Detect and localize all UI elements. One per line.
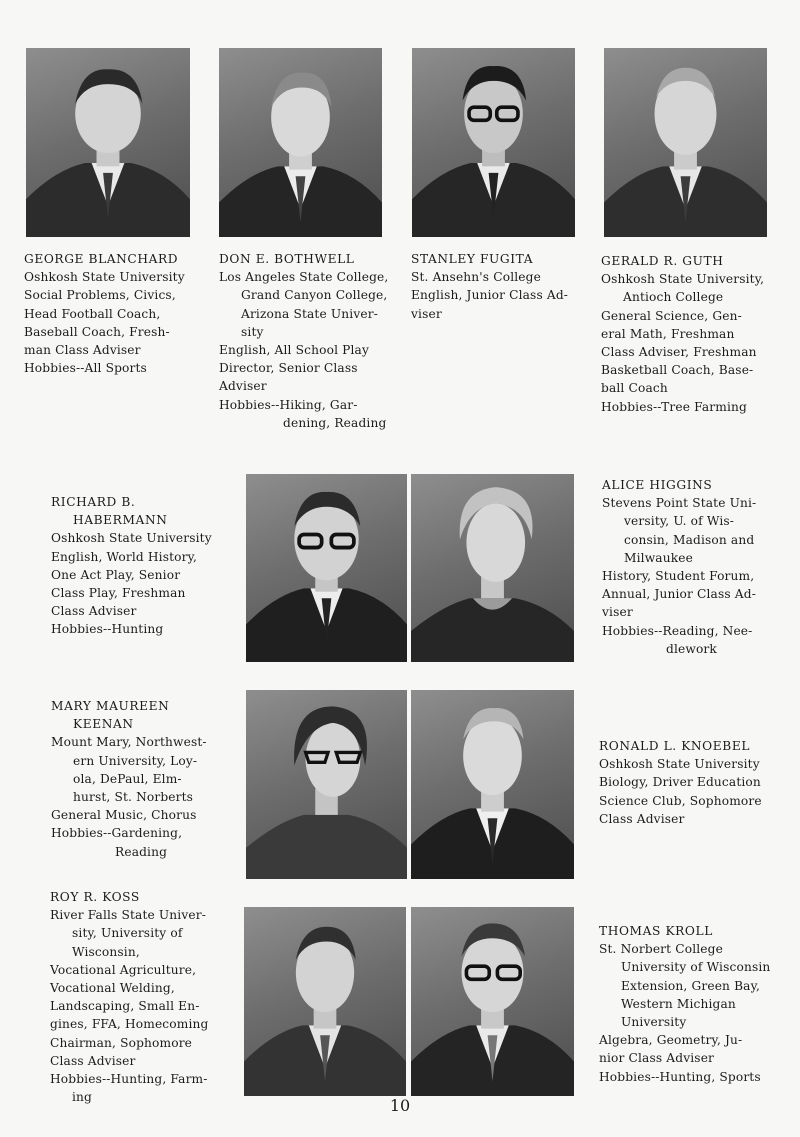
bio-line: sity, University of [72,926,183,941]
portrait-thomas-kroll [411,907,574,1096]
bio-line: sity [241,324,264,339]
bio-line: ern University, Loy- [73,753,198,768]
portrait-stanley-fugita [412,48,575,237]
bio-line: Landscaping, Small En- [50,999,200,1014]
faculty-name: KEENAN [73,717,134,732]
page-number: 10 [389,1096,411,1115]
bio-alice-higgins [602,476,756,658]
bio-line: Oshkosh State University [51,531,212,546]
bio-line: General Music, Chorus [51,808,197,823]
bio-line: Hobbies--Reading, Nee- [602,623,753,638]
bio-line: Hobbies--Hunting [51,622,164,637]
portrait-ronald-knoebel [411,690,574,879]
bio-line: Arizona State Univer- [241,306,378,321]
bio-line: dlework [666,641,717,656]
bio-line: Oshkosh State University [24,270,185,285]
bio-richard-habermann [51,493,212,639]
bio-line: Vocational Agriculture, [50,962,197,977]
bio-line: Wisconsin, [72,944,140,959]
bio-line: viser [602,605,633,620]
faculty-name: ALICE HIGGINS [602,478,713,492]
bio-line: Basketball Coach, Base- [601,363,754,378]
bio-line: St. Norbert College [599,942,723,957]
bio-line: Reading [115,844,168,859]
portrait-richard-habermann [246,474,407,662]
bio-line: Class Play, Freshman [51,586,186,601]
bio-line: General Science, Gen- [601,308,742,323]
bio-line: viser [411,306,442,321]
bio-line: Antioch College [623,290,724,305]
faculty-name: MARY MAUREEN [51,699,170,713]
bio-line: Head Football Coach, [24,306,161,321]
bio-line: University of Wisconsin [621,960,771,975]
bio-line: Director, Senior Class [219,361,358,376]
bio-line: Western Michigan [621,996,736,1011]
portrait-don-bothwell [219,48,382,237]
bio-gerald-guth [601,252,764,416]
faculty-name: THOMAS KROLL [599,924,713,938]
bio-line: Class Adviser [50,1053,136,1068]
bio-mary-maureen-keenan [51,697,207,861]
bio-line: Milwaukee [624,550,693,565]
bio-line: Adviser [219,379,267,394]
bio-ronald-knoebel [599,737,762,828]
bio-line: Chairman, Sophomore [50,1035,193,1050]
bio-line: Mount Mary, Northwest- [51,735,207,750]
bio-line: Class Adviser [599,811,685,826]
bio-line: Stevens Point State Uni- [602,496,757,511]
portrait-roy-koss [244,907,406,1096]
bio-line: Hobbies--Hunting, Farm- [50,1072,208,1087]
bio-line: Class Adviser [51,604,137,619]
bio-line: Grand Canyon College, [241,288,388,303]
bio-roy-koss [50,888,208,1106]
bio-line: Biology, Driver Education [599,775,761,790]
bio-line: ball Coach [601,381,668,396]
bio-thomas-kroll [599,922,770,1086]
bio-line: English, Junior Class Ad- [411,288,569,303]
bio-line: Hobbies--Hiking, Gar- [219,397,358,412]
bio-line: Science Club, Sophomore [599,793,762,808]
bio-line: eral Math, Freshman [601,326,735,341]
faculty-name: HABERMANN [73,513,168,528]
bio-george-blanchard [24,250,185,377]
bio-line: Hobbies--Hunting, Sports [599,1069,761,1084]
bio-line: Vocational Welding, [50,981,175,996]
faculty-name: ROY R. KOSS [50,890,140,904]
bio-line: ing [72,1090,92,1105]
bio-stanley-fugita [411,250,568,323]
bio-line: History, Student Forum, [602,569,755,584]
faculty-name: GERALD R. GUTH [601,254,724,268]
bio-line: ola, DePaul, Elm- [73,771,182,786]
bio-line: Extension, Green Bay, [621,978,761,993]
portrait-gerald-guth [604,48,767,237]
bio-line: man Class Adviser [24,343,141,358]
portrait-alice-higgins [411,474,574,662]
faculty-name: GEORGE BLANCHARD [24,252,179,266]
faculty-name: DON E. BOTHWELL [219,252,355,266]
bio-line: nior Class Adviser [599,1051,715,1066]
bio-don-bothwell [219,250,388,432]
bio-line: hurst, St. Norberts [73,790,194,805]
bio-line: Algebra, Geometry, Ju- [599,1033,743,1048]
bio-line: Social Problems, Civics, [24,288,176,303]
bio-line: St. Ansehn's College [411,270,541,285]
bio-line: Hobbies--Gardening, [51,826,183,841]
bio-line: consin, Madison and [624,532,755,547]
bio-line: One Act Play, Senior [51,567,181,582]
bio-line: Annual, Junior Class Ad- [602,587,756,602]
bio-line: Baseball Coach, Fresh- [24,324,170,339]
bio-line: Class Adviser, Freshman [601,345,757,360]
bio-line: dening, Reading [283,415,387,430]
portrait-mary-maureen-keenan [246,690,407,879]
bio-line: Oshkosh State University, [601,272,765,287]
bio-line: University [621,1015,687,1030]
bio-line: Oshkosh State University [599,757,760,772]
bio-line: English, World History, [51,549,198,564]
faculty-name: RICHARD B. [51,495,136,509]
bio-line: River Falls State Univer- [50,908,206,923]
bio-line: Hobbies--Tree Farming [601,399,747,414]
bio-line: English, All School Play [219,343,369,358]
bio-line: versity, U. of Wis- [624,514,735,529]
faculty-name: STANLEY FUGITA [411,252,534,266]
portrait-george-blanchard [26,48,190,237]
bio-line: Hobbies--All Sports [24,361,147,376]
bio-line: gines, FFA, Homecoming [50,1017,209,1032]
faculty-name: RONALD L. KNOEBEL [599,739,751,753]
bio-line: Los Angeles State College, [219,270,389,285]
